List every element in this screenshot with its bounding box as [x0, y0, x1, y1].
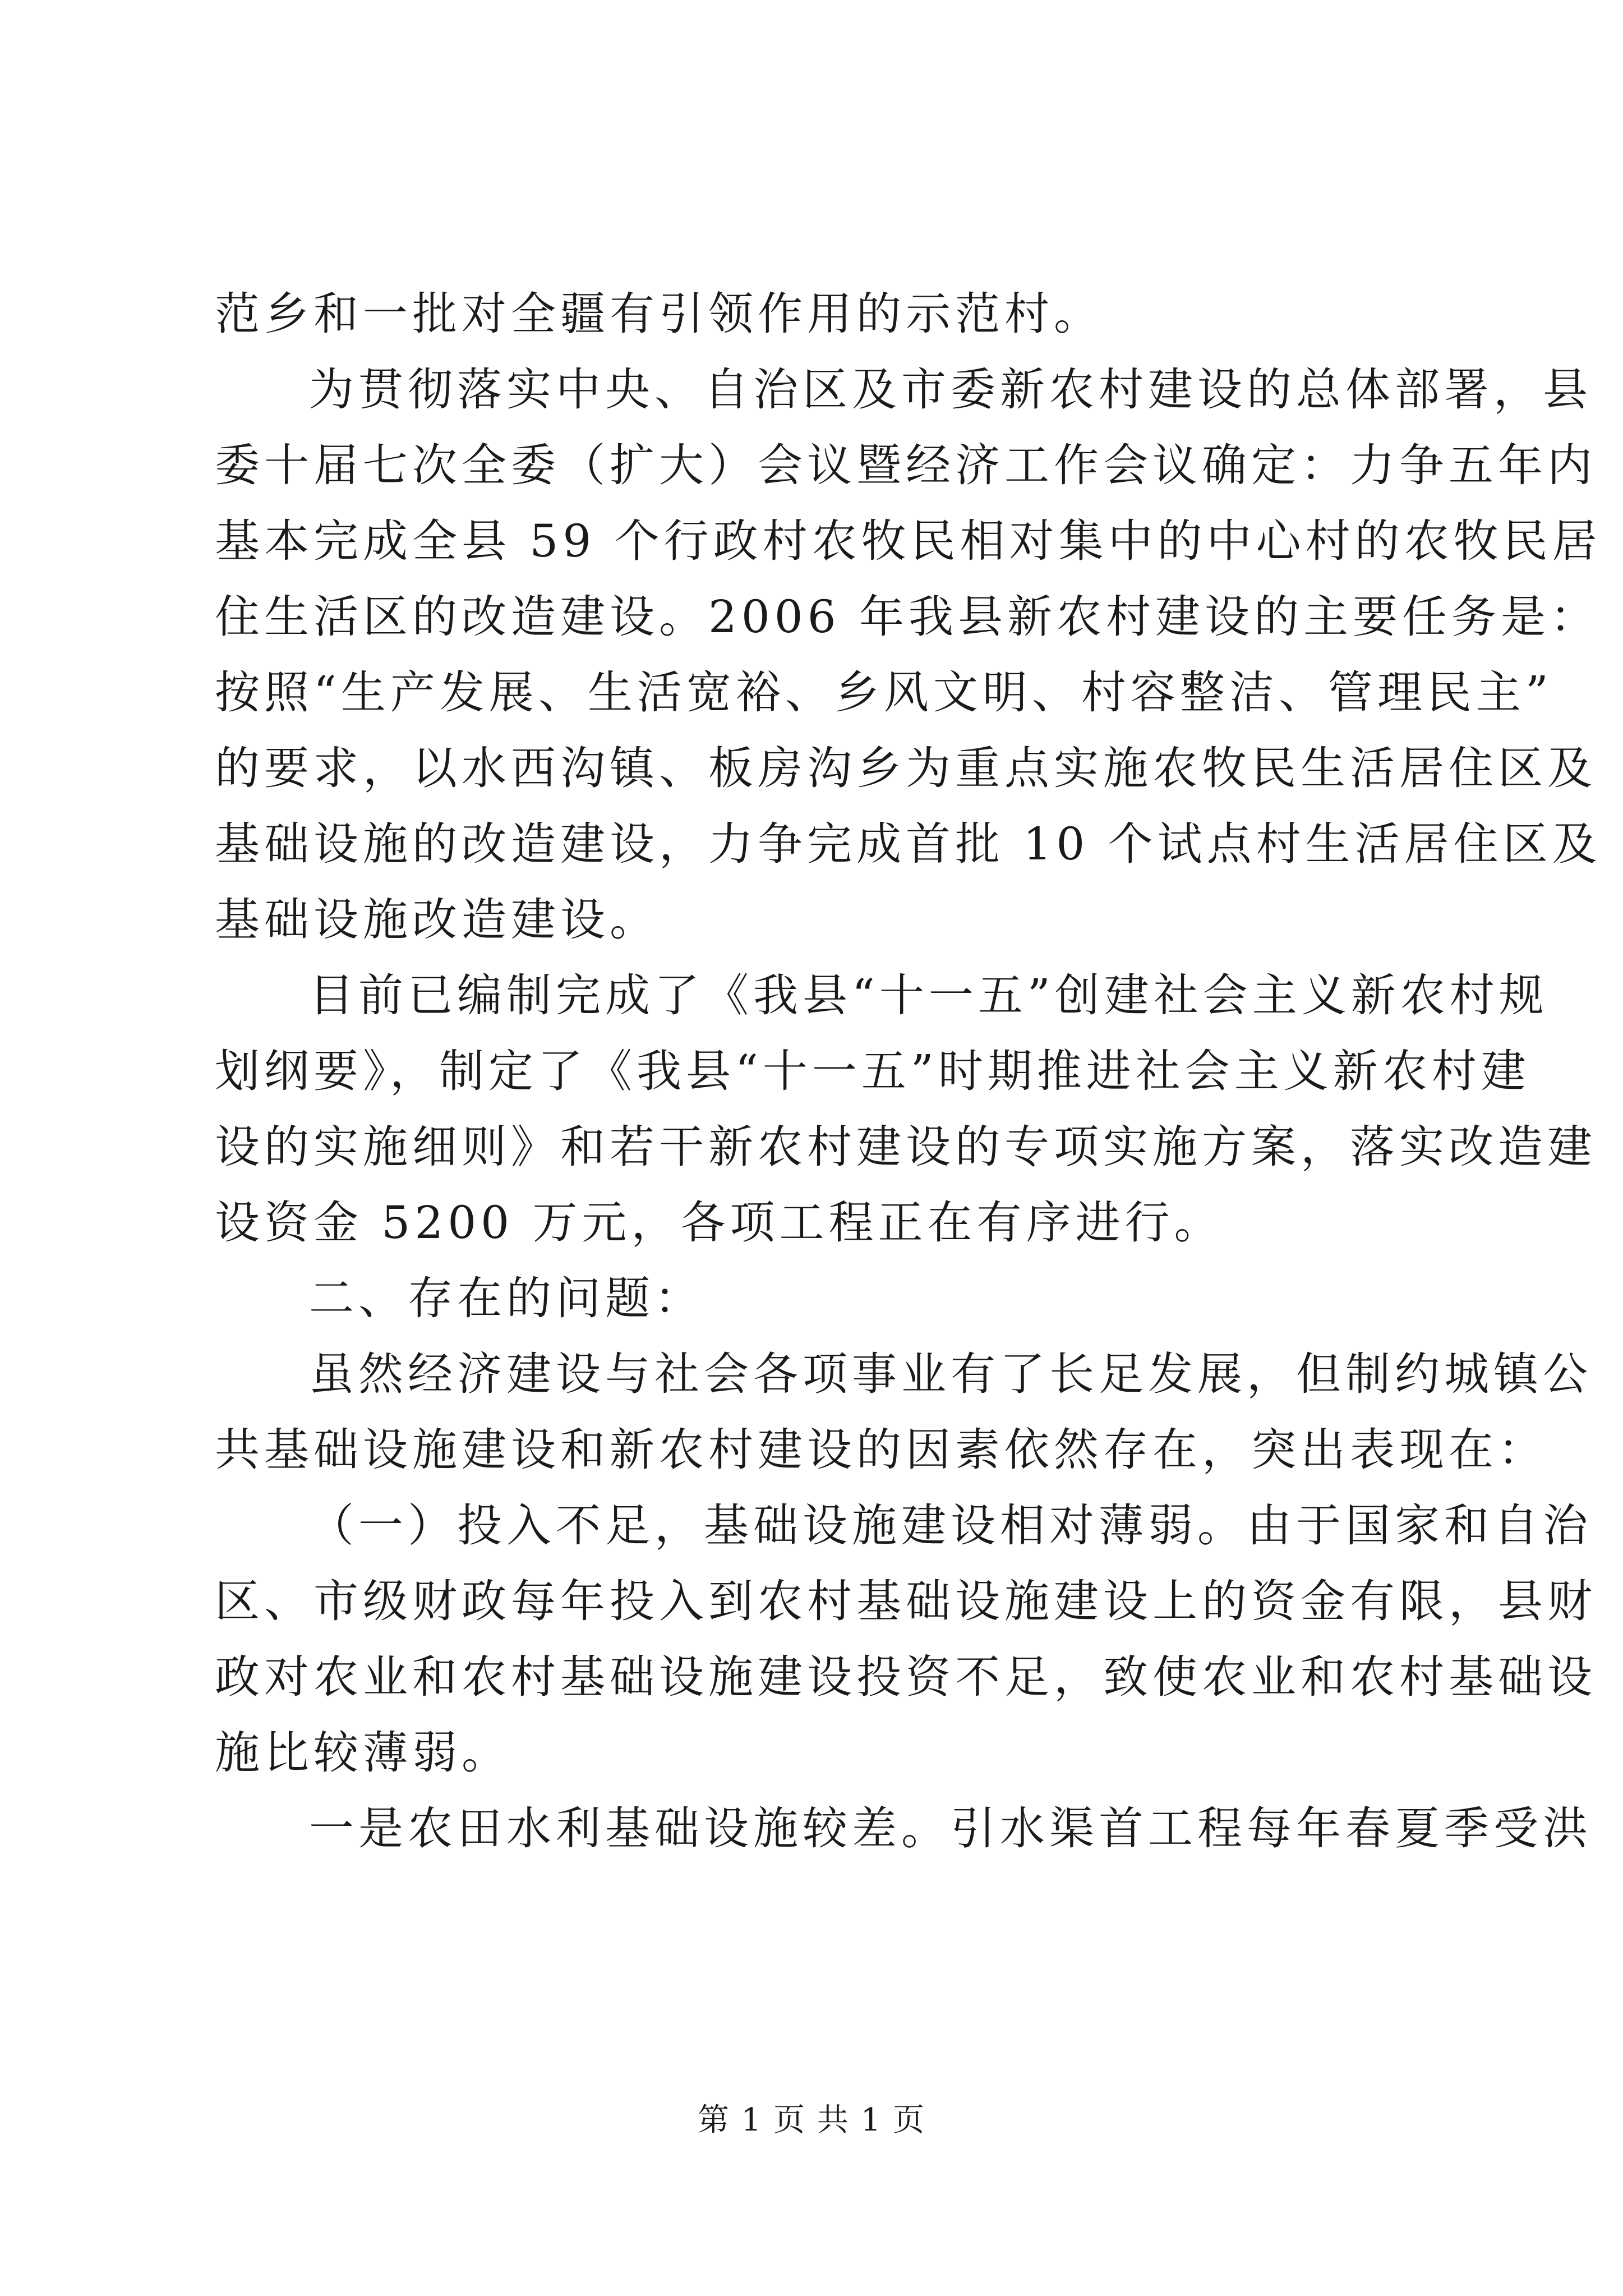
text-line-11: 划纲要》，制定了《我县“十一五”时期推进社会主义新农村建 — [215, 1045, 1530, 1097]
text-line-6: 按照“生产发展、生活宽裕、乡风文明、村容整洁、管理民主” — [215, 666, 1553, 719]
text-line-7: 的要求，以水西沟镇、板房沟乡为重点实施农牧民生活居住区及 — [215, 742, 1597, 794]
text-line-18: 区、市级财政每年投入到农村基础设施建设上的资金有限，县财 — [215, 1575, 1597, 1627]
text-line-21: 一是农田水利基础设施较差。引水渠首工程每年春夏季受洪 — [309, 1802, 1592, 1855]
text-line-20: 施比较薄弱。 — [215, 1727, 511, 1779]
text-line-16: 共基础设施建设和新农村建设的因素依然存在，突出表现在： — [215, 1424, 1547, 1476]
text-line-19: 政对农业和农村基础设施建设投资不足，致使农业和农村基础设 — [215, 1651, 1597, 1703]
text-line-8: 基础设施的改造建设，力争完成首批 10 个试点村生活居住区及 — [215, 818, 1602, 870]
text-line-4: 基本完成全县 59 个行政村农牧民相对集中的中心村的农牧民居 — [215, 515, 1602, 567]
document-body — [215, 276, 1602, 1866]
section-heading: 二、存在的问题： — [309, 1272, 704, 1324]
text-line-15: 虽然经济建设与社会各项事业有了长足发展，但制约城镇公 — [309, 1348, 1592, 1400]
text-line-2: 为贯彻落实中央、自治区及市委新农村建设的总体部署，县 — [309, 364, 1592, 416]
page-number-footer: 第 1 页 共 1 页 — [697, 2102, 926, 2138]
text-line-3: 委十届七次全委（扩大）会议暨经济工作会议确定：力争五年内 — [215, 439, 1597, 491]
text-line-12: 设的实施细则》和若干新农村建设的专项实施方案，落实改造建 — [215, 1121, 1597, 1173]
text-line-5: 住生活区的改造建设。2006 年我县新农村建设的主要任务是： — [215, 591, 1600, 643]
text-line-1: 范乡和一批对全疆有引领作用的示范村。 — [215, 288, 1103, 340]
text-line-9: 基础设施改造建设。 — [215, 894, 659, 946]
text-line-13: 设资金 5200 万元，各项工程正在有序进行。 — [215, 1197, 1224, 1249]
text-line-10: 目前已编制完成了《我县“十一五”创建社会主义新农村规 — [309, 969, 1548, 1022]
text-line-17: （一）投入不足，基础设施建设相对薄弱。由于国家和自治 — [309, 1499, 1592, 1552]
